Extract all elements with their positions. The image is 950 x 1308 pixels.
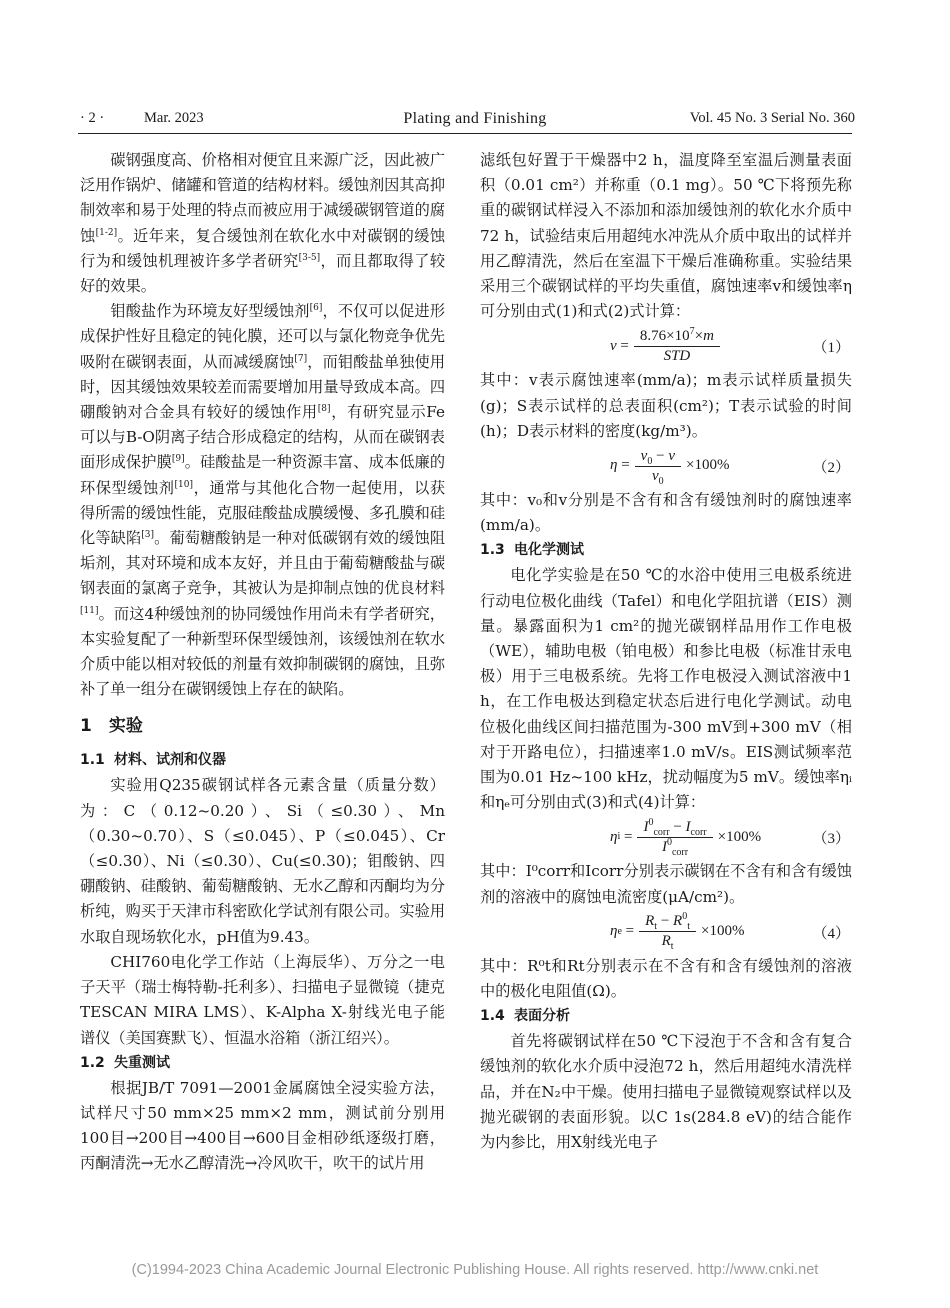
paragraph: 其中：R⁰t和Rt分别表示在不含有和含有缓蚀剂的溶液中的极化电阻值(Ω)。 bbox=[480, 956, 852, 1001]
equation-number: （1） bbox=[812, 340, 850, 357]
equation-1: v = $\frac{8.76\times 10^7\times m}{\text{STD}}$ （1） bbox=[610, 325, 850, 364]
paragraph: 其中：v表示腐蚀速率(mm/a)；m表示试样质量损失(g)；S表示试样的总表面积(cm²)；T表示试验的时间(h)；D表示材料的密度(kg/m³)。 bbox=[480, 371, 852, 440]
running-header bbox=[0, 110, 950, 134]
paragraph: 其中：v₀和v分别是不含有和含有缓蚀剂时的腐蚀速率(mm/a)。 bbox=[480, 491, 852, 535]
paragraph: CHI760电化学工作站（上海辰华）、万分之一电子天平（瑞士梅特勒-托利多）、扫描电子显微镜（捷克TESCAN MIRA LMS）、K-Alpha X-射线光电子能谱仪（美国赛默飞）、恒温水浴箱（浙江绍兴）。 bbox=[80, 952, 445, 1047]
left-column bbox=[80, 148, 445, 1177]
page-number: · 2 · bbox=[80, 110, 105, 126]
equation-4: η e = $\frac{R_t - R^0_t}{R_t}$ ×100% （4） bbox=[610, 911, 850, 953]
citation[interactable]: [10] bbox=[174, 479, 193, 490]
copyright-footer: (C)1994-2023 China Academic Journal Electronic Publishing House. All rights reserved. http://www.cnki.net bbox=[131, 1262, 819, 1278]
paragraph: 钼酸盐作为环境友好型缓蚀剂[6]，不仅可以促进形成保护性好且稳定的钝化膜，还可以与氯化物竞争优先吸附在碳钢表面，从而减缓腐蚀[7]，而钼酸盐单独使用时，因其缓蚀效果较差而需要增加用量导致成本高。四硼酸钠对合金具有较好的缓蚀作用[8]，有研究显示Fe可以与B-O阴离子结合形成稳定的结构，从而在碳钢表面形成保护膜[9]。硅酸盐是一种资源丰富、成本低廉的环保型缓蚀剂[10]，通常与其他化合物一起使用，以获得所需的缓蚀性能，克服硅酸盐成膜缓慢、多孔膜和硅化等缺陷[3]。葡萄糖酸钠是一种对低碳钢有效的缓蚀阻垢剂，其对环境和成本友好，并且由于葡萄糖酸盐与碳钢表面的氯离子竞争，其被认为是抑制点蚀的优良材料[11]。而这4种缓蚀剂的协同缓蚀作用尚未有学者研究，本实验复配了一种新型环保型缓蚀剂，该缓蚀剂在软水介质中能以相对较低的剂量有效抑制碳钢的腐蚀，且弥补了单一组分在碳钢缓蚀上存在的缺陷。 bbox=[80, 302, 446, 699]
citation[interactable]: [7] bbox=[294, 353, 308, 364]
equation-number: （4） bbox=[812, 925, 850, 942]
paragraph: 电化学实验是在50 ℃的水浴中使用三电极系统进行动电位极化曲线（Tafel）和电化学阻抗谱（EIS）测量。暴露面积为1 cm²的抛光碳钢样品用作工作电极（WE），辅助电极（铂电极）和参比电极（标准甘汞电极）用于三电极系统。先将工作电极浸入测试溶液中1 h，在工作电极达到稳定状态后进行电化学测试。动电位极化曲线区间扫描范围为-300 mV到+300 mV（相对于开路电位），扫描速率1.0 mV/s。EIS测试频率范围为0.01 Hz~100 kHz，扰动幅度为5 mV。缓蚀率ηᵢ和ηₑ可分别由式(3)和式(4)计算： bbox=[480, 566, 852, 812]
journal-name: Plating and Finishing bbox=[403, 110, 547, 127]
citation[interactable]: [9] bbox=[171, 454, 185, 465]
citation[interactable]: [11] bbox=[80, 605, 99, 616]
equation-number: （2） bbox=[812, 460, 850, 477]
citation[interactable]: [8] bbox=[317, 403, 331, 414]
paragraph: 碳钢强度高、价格相对便宜且来源广泛，因此被广泛用作锅炉、储罐和管道的结构材料。缓蚀剂因其高抑制效率和易于处理的特点而被应用于减缓碳钢管道的腐蚀[1-2]。近年来，复合缓蚀剂在软化水中对碳钢的缓蚀行为和缓蚀机理被许多学者研究[3-5]，而且都取得了较好的效果。 bbox=[80, 151, 446, 296]
paragraph: 实验用Q235碳钢试样各元素含量（质量分数）为：C（0.12~0.20）、Si（≤0.30）、Mn（0.30~0.70）、S（≤0.045）、P（≤0.045）、Cr（≤0.30）、Ni（≤0.30）、Cu(≤0.30)；钼酸钠、四硼酸钠、硅酸钠、葡萄糖酸钠、无水乙醇和丙酮均为分析纯，购买于天津市科密欧化学试剂有限公司。实验用水取自现场软化水，pH值为9.43。 bbox=[80, 776, 445, 946]
section-heading-experiment: 1 实验 bbox=[80, 716, 143, 737]
equation-number: （3） bbox=[812, 831, 850, 848]
volume-info: Vol. 45 No. 3 Serial No. 360 bbox=[689, 110, 855, 126]
subsection-heading-1-2: 1.2 失重测试 bbox=[80, 1054, 170, 1071]
header-rule bbox=[78, 133, 852, 134]
citation[interactable]: [3] bbox=[141, 529, 155, 540]
paragraph: 滤纸包好置于干燥器中2 h，温度降至室温后测量表面积（0.01 cm²）并称重（0.1 mg）。50 ℃下将预先称重的碳钢试样浸入不添加和添加缓蚀剂的软化水介质中72 h，试验结束后用超纯水冲洗从介质中取出的试样并用乙醇清洗，然后在室温下干燥后准确称重。实验结果采用三个碳钢试样的平均失重值，腐蚀速率v和缓蚀率η可分别由式(1)和式(2)式计算： bbox=[480, 151, 852, 321]
citation[interactable]: [3-5] bbox=[298, 252, 321, 263]
subsection-heading-1-3: 1.3 电化学测试 bbox=[480, 542, 584, 559]
citation[interactable]: [1-2] bbox=[95, 227, 118, 238]
subsection-heading-1-1: 1.1 材料、试剂和仪器 bbox=[80, 752, 226, 769]
equation-2: η = $\frac{v_0 - v}{v_0}$ ×100% （2） bbox=[610, 447, 850, 487]
paragraph: 其中：I⁰corr和Icorr分别表示碳钢在不含有和含有缓蚀剂的溶液中的腐蚀电流密度(μA/cm²)。 bbox=[480, 862, 852, 906]
right-column bbox=[480, 148, 852, 1155]
citation[interactable]: [6] bbox=[309, 303, 323, 314]
paragraph: 首先将碳钢试样在50 ℃下浸泡于不含和含有复合缓蚀剂的软化水介质中浸泡72 h，然后用超纯水清洗样品，并在N₂中干燥。使用扫描电子显微镜观察试样以及抛光碳钢的表面形貌。以C 1s(284.8 eV)的结合能作为内参比，用X射线光电子 bbox=[480, 1032, 852, 1152]
paragraph: 根据JB/T 7091—2001金属腐蚀全浸实验方法，试样尺寸50 mm×25 mm×2 mm，测试前分别用100目→200目→400目→600目金相砂纸逐级打磨，丙酮清洗→无水乙醇清洗→冷风吹干，吹干的试片用 bbox=[80, 1078, 445, 1173]
issue-date: Mar. 2023 bbox=[144, 110, 204, 126]
subsection-heading-1-4: 1.4 表面分析 bbox=[480, 1008, 570, 1025]
equation-3: η i = $\frac{I^0_{corr} - I_{corr}}{I^0_{corr}}$ ×100% （3） bbox=[610, 816, 850, 858]
